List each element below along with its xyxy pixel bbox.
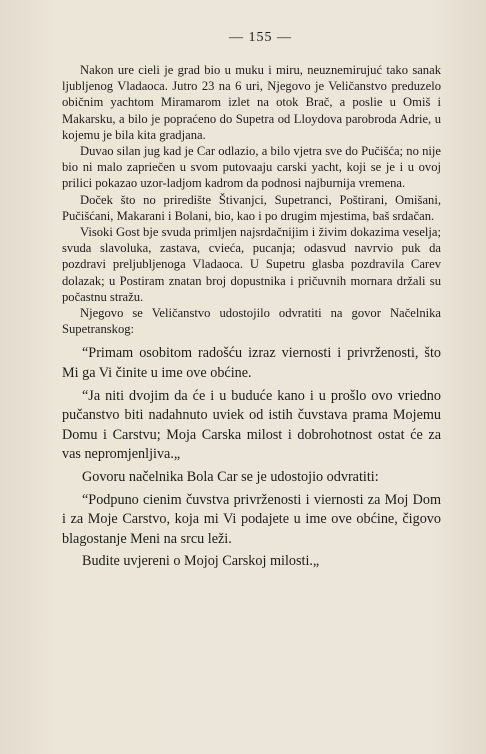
- speech-quote: Budite uvjereni o Mojoj Carskoj milosti.„: [82, 553, 320, 570]
- speech-supetar: [62, 344, 441, 465]
- paragraph-celebration: Visoki Gost bje svuda primljen najsrdačnijim i živim dokazima veselja; svuda slavoluka, zastava, cvieća, pucanja; odasvud navrvio puk da pozdravi preljubljenoga Vladaoca. U Supetru glasba pozdravila Carev dolazak; u Postiram znatan broj dopustnika i pričuvnih mornara držali su počastnu stražu.: [62, 225, 441, 304]
- narrative-text: [62, 62, 441, 337]
- paragraph-wind: Duvao silan jug kad je Car odlazio, a bilo vjetra sve do Pučišća; no nije bio ni malo zapriečen u svom putovaaju carski yacht, koji se je i u ovoj prilici pokazao uzor-ladjom kadrom da podnosi najburnija vremena.: [62, 144, 441, 191]
- speech-bol: [62, 491, 441, 572]
- speech-quote: “Podpuno cienim čuvstva privrženosti i viernosti za Moj Dom i za Moje Carstvo, koja mi Vi podajete u ime ove obćine, čigovo blagostanje Meni na srcu leži.: [62, 491, 441, 547]
- interlude-line: Govoru načelnika Bola Car se je udostojio odvratiti:: [82, 469, 379, 486]
- page-number: — 155 —: [229, 30, 292, 45]
- speech-quote: “Primam osobitom radošću izraz viernosti i privrženosti, što Mi ga Vi činite u ime ove obćine.: [62, 345, 441, 382]
- speech-quote: “Ja niti dvojim da će i u buduće kano i u prošlo ovo vriedno pučanstvo biti nadahnuto uviek od istih čuvstava prama Mojemu Domu i Carstvu; Moja Carska milost i dobrohotnost ostat će za vas nepromjenljiva.„: [62, 387, 441, 463]
- paragraph-reply-intro: Njegovo se Veličanstvo udostojilo odvratiti na govor Načelnika Supetranskog:: [62, 306, 441, 337]
- paragraph-arrival: Nakon ure cieli je grad bio u muku i miru, neuznemirujuć tako sanak ljubljenog Vladaoca. Jutro 23 na 6 uri, Njegovo je Veličanstvo preduzelo običnim yachtom Miramarom izlet na otok Brač, a poslie u Omiš i Makarsku, a bilo je popraćeno do Supetra od Lloydova parobroda Adrie, u kojemu je bila kita gradjana.: [62, 63, 441, 142]
- paragraph-welcome: Doček što no priredište Štivanjci, Supetranci, Poštirani, Omišani, Pučišćani, Makarani i Bolani, bio, kao i po drugim mjestima, baš srdačan.: [62, 192, 441, 223]
